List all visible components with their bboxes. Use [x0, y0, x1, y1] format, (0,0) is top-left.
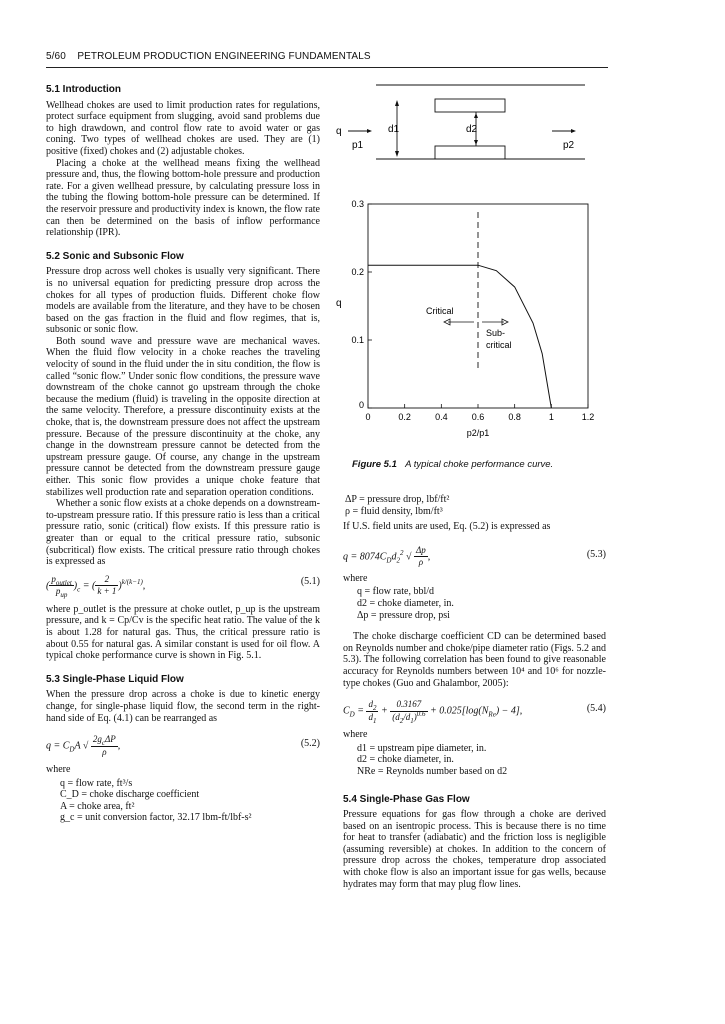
definition-item: g_c = unit conversion factor, 32.17 lbm-ft/lbf-s² — [60, 812, 252, 824]
caption-text: A typical choke performance curve. — [405, 459, 554, 470]
x-tick-label: 0.6 — [471, 412, 485, 422]
critical-label: Critical — [426, 306, 454, 316]
equation-5-1: ( $\frac{p_{outlet}}{p_{up}}$ )$_c$ = ( $\frac{2}{k + 1}$ )$^{k/(k-1)}$, (5.1) — [46, 573, 320, 600]
y-tick-label: 0.3 — [351, 199, 364, 209]
choke-performance-chart — [336, 199, 594, 438]
right-column — [343, 492, 606, 890]
running-header — [46, 51, 606, 62]
section-heading-5-2: 5.2 Sonic and Subsonic Flow — [46, 250, 184, 262]
y-tick-label: 0.1 — [351, 335, 364, 345]
discharge-coefficient-paragraph: The choke discharge coefficient CD can be determined based on Reynolds number and choke/pipe diameter ratio (Figs. 5.2 and 5.3). The following correlation has been found to give reasonable accuracy for Reynolds numbers between 10⁴ and 10⁶ for nozzle-type chokes (Guo and Ghalambor, 2005): — [343, 631, 606, 689]
sonic-paragraph-2: Both sound wave and pressure wave are mechanical waves. When the fluid flow velocity in a choke reaches the traveling velocity of sound in the fluid under the in situ condition, the flow is called “sonic flow.” Under sonic flow conditions, the pressure wave downstream of the choke cannot go upstream through the choke because the medium (fluid) is traveling in the opposite direction at the same velocity. Therefore, a pressure discontinuity exists at the choke, that is, the downstream pressure does not affect the upstream pressure. Because of the pressure discontinuity at the choke, any change in the downstream pressure cannot be detected from the upstream pressure gauge. Of course, any change in the upstream pressure cannot be detected from the downstream pressure gauge either. This sonic flow provides a unique choke feature that stabilizes well production rate and separation operation conditions. — [46, 335, 320, 498]
equation-number: (5.2) — [300, 738, 320, 750]
definition-item: d1 = upstream pipe diameter, in. — [357, 742, 487, 754]
x-tick-label: 0.2 — [398, 412, 411, 422]
us-units-paragraph: If U.S. field units are used, Eq. (5.2) is expressed as — [343, 521, 551, 533]
x-tick-label: 0 — [365, 412, 371, 422]
definition-list — [60, 778, 320, 824]
equation-5-3: $q = 8074C_Dd_2^2$ √ $\frac{\Delta p}{\rho}$ , (5.3) — [343, 544, 606, 568]
y-tick-label: 0 — [358, 400, 364, 410]
liquid-paragraph-1: When the pressure drop across a choke is due to kinetic energy change, for single-phase liquid flow, the second term in the right-hand side of Eq. (4.1) can be rearranged as — [46, 689, 320, 724]
figure-caption — [352, 459, 602, 470]
equation-5-2: $q = C_DA$ √ $\frac{2g_c\Delta P}{\rho}$ , (5.2) — [46, 734, 320, 757]
section-heading-5-4: 5.4 Single-Phase Gas Flow — [343, 793, 470, 805]
equation-number: (5.3) — [586, 548, 606, 560]
page-number: 5/60 — [46, 51, 66, 62]
intro-paragraph-2: Placing a choke at the wellhead means fixing the wellhead pressure and, thus, the flowing bottom-hole pressure and production rate. For a given wellhead pressure, by calculating pressure loss in the tubing the flowing bottom-hole pressure can be determined. If the reservoir pressure and productivity index is known, the flow rate can then be determined on the basis of inflow performance relationship (IPR). — [46, 157, 320, 239]
subcritical-label-2: critical — [486, 340, 512, 350]
book-title: PETROLEUM PRODUCTION ENGINEERING FUNDAMENTALS — [77, 51, 371, 62]
definition-item: C_D = choke discharge coefficient — [60, 789, 200, 801]
definition-item: ΔP = pressure drop, lbf/ft² — [345, 494, 450, 505]
x-tick-label: 1.2 — [581, 412, 595, 422]
where-label: where — [46, 764, 71, 776]
gas-paragraph: Pressure equations for gas flow through a choke are derived based on an isentropic process. This is because there is no time for heat to transfer (adiabatic) and the friction loss is negligible (assuming reversible) at chokes. In addition to the concern of pressure drop across the chokes, temperature drop associated with choke flow is also an important issue for gas wells, because hydrates may form that may plug flow lines. — [343, 809, 606, 890]
performance-curve — [368, 265, 551, 408]
sonic-paragraph-4: where p_outlet is the pressure at choke outlet, p_up is the upstream pressure, and k = Cp/Cv is the specific heat ratio. The value of the k is about 1.28 for natural gas. Thus, the critical pressure ratio is about 0.55 for natural gas. A similar constant is used for oil flow. A typical choke performance curve is shown in Fig. 5.1. — [46, 603, 320, 662]
schematic-q-label: q — [336, 126, 342, 137]
definition-list — [357, 743, 606, 778]
definition-item: d2 = choke diameter, in. — [357, 597, 454, 609]
p1-label: p1 — [352, 140, 364, 151]
definition-list — [345, 494, 606, 517]
equation-number: (5.1) — [300, 575, 320, 587]
sonic-paragraph-1: Pressure drop across well chokes is usually very significant. There is no universal equation for predicting pressure drop across the chokes for all types of production fluids. Different choke flow models are available from the literature, and they have to be chosen based on the gas fraction in the fluid and flow regimes, that is, subsonic or sonic flow. — [46, 266, 320, 336]
section-heading-5-3: 5.3 Single-Phase Liquid Flow — [46, 673, 184, 685]
subcritical-label-1: Sub- — [486, 328, 506, 338]
x-tick-label: 0.4 — [435, 412, 448, 422]
header-rule — [46, 67, 608, 68]
x-tick-label: 1 — [548, 412, 554, 422]
definition-item: d2 = choke diameter, in. — [357, 754, 454, 766]
d1-label: d1 — [388, 124, 400, 135]
definition-item: NRe = Reynolds number based on d2 — [357, 765, 508, 777]
definition-item: Δp = pressure drop, psi — [357, 609, 450, 621]
caption-label: Figure 5.1 — [352, 459, 397, 470]
intro-paragraph-1: Wellhead chokes are used to limit production rates for regulations, protect surface equipment from slugging, avoid sand problems due to high drawdown, and control flow rate to avoid water or gas coning. Two types of wellhead chokes are used. They are (1) positive (fixed) chokes and (2) adjustable chokes. — [46, 99, 320, 157]
figure-5-1 — [330, 76, 620, 456]
x-tick-label: 0.8 — [508, 412, 521, 422]
x-axis-label: p2/p1 — [466, 428, 490, 438]
definition-list — [357, 586, 606, 621]
definition-item: A = choke area, ft² — [60, 800, 135, 812]
definition-item: q = flow rate, bbl/d — [357, 586, 435, 598]
section-heading-5-1: 5.1 Introduction — [46, 84, 121, 95]
left-column — [46, 84, 320, 828]
equation-5-4: $C_D$ = $\frac{d_2}{d_1}$ + $\frac{0.3167}{(d_2/d_1)^{0.6}}$ + $0.025[\log(N_{Re}) - 4]$, (5.4) — [343, 699, 606, 725]
definition-item: q = flow rate, ft³/s — [60, 777, 133, 789]
p2-label: p2 — [563, 140, 575, 151]
y-tick-label: 0.2 — [351, 267, 364, 277]
choke-schematic — [348, 85, 585, 159]
y-axis-label: q — [336, 298, 342, 309]
where-label: where — [343, 572, 368, 584]
definition-item: ρ = fluid density, lbm/ft³ — [345, 505, 443, 517]
sonic-paragraph-3: Whether a sonic flow exists at a choke depends on a downstream-to-upstream pressure ratio. If this pressure ratio is less than a critical pressure ratio, sonic (critical) flow exists. If this pressure ratio is greater than or equal to the critical pressure ratio, subsonic (subcritical) flow exists. The critical pressure ratio through chokes is expressed as — [46, 498, 320, 568]
d2-label: d2 — [466, 124, 478, 135]
where-label-2: where — [343, 729, 368, 741]
equation-number: (5.4) — [586, 703, 606, 715]
